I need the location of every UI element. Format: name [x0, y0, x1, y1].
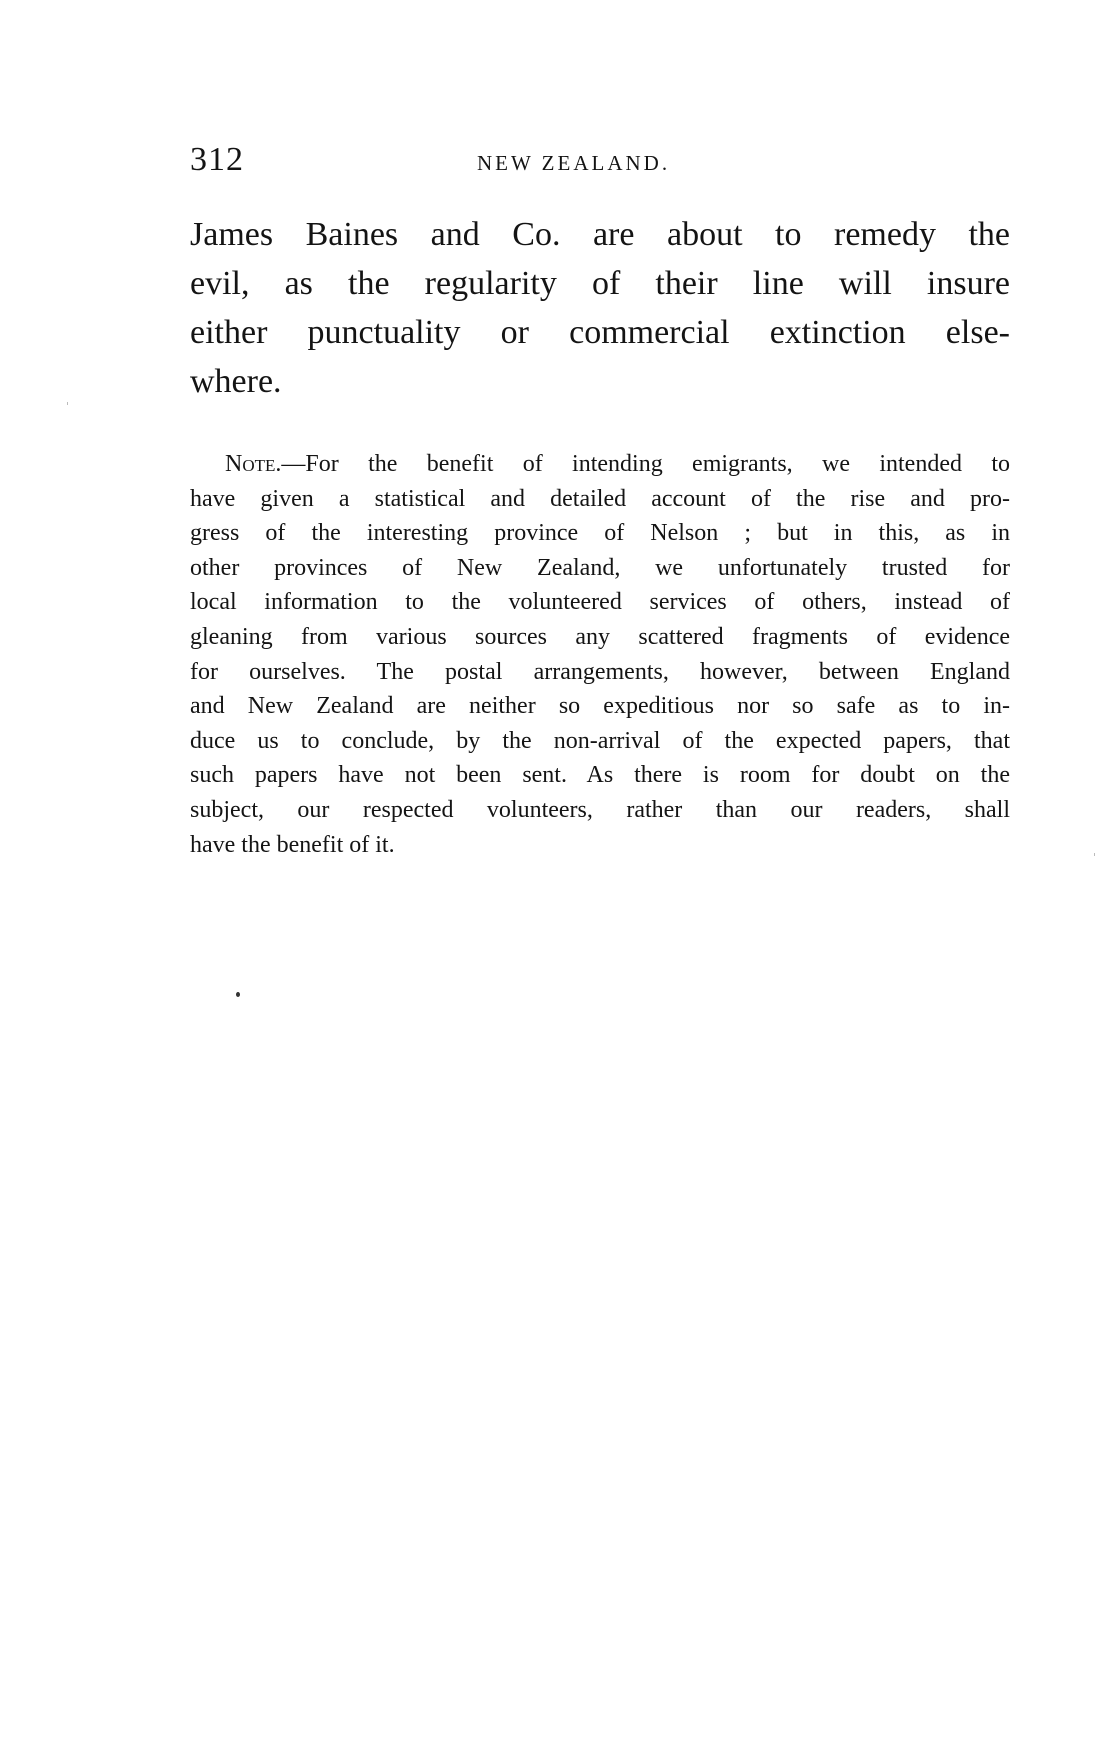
- footnote-line: local information to the volunteered services of others, instead of: [190, 589, 1010, 616]
- footnote-label: Note.: [225, 451, 282, 477]
- running-title: NEW ZEALAND.: [477, 151, 671, 175]
- footnote-line: have given a statistical and detailed account of the rise and pro-: [190, 485, 1010, 512]
- footnote-line: other provinces of New Zealand, we unfortunately trusted for: [190, 554, 1010, 581]
- main-paragraph-line: where.: [190, 363, 282, 400]
- ink-speck: [236, 992, 240, 997]
- footnote-line: gress of the interesting province of Nelson ; but in this, as in: [190, 520, 1010, 547]
- main-paragraph-line: evil, as the regularity of their line will insure: [190, 265, 1010, 302]
- page-number: 312: [190, 141, 244, 178]
- main-paragraph: [190, 210, 1010, 406]
- footnote-first-line-text: —For the benefit of intending emigrants, we intended to: [281, 451, 1010, 477]
- main-paragraph-line: James Baines and Co. are about to remedy the: [190, 216, 1010, 253]
- footnote-line: gleaning from various sources any scattered fragments of evidence: [190, 623, 1010, 650]
- footnote-line: such papers have not been sent. As there is room for doubt on the: [190, 762, 1010, 789]
- main-paragraph-line: either punctuality or commercial extinction else-: [190, 314, 1010, 351]
- footnote-line: subject, our respected volunteers, rather than our readers, shall: [190, 796, 1010, 823]
- footnote-line: duce us to conclude, by the non-arrival of the expected papers, that: [190, 727, 1010, 754]
- footnote-line: and New Zealand are neither so expeditious nor so safe as to in-: [190, 693, 1010, 720]
- margin-speck: [67, 402, 68, 405]
- margin-speck: [1094, 853, 1095, 856]
- footnote-line: have the benefit of it.: [190, 831, 395, 858]
- footnote: [190, 447, 1010, 862]
- footnote-line: for ourselves. The postal arrangements, however, between England: [190, 658, 1010, 685]
- footnote-first-line: [190, 447, 1010, 482]
